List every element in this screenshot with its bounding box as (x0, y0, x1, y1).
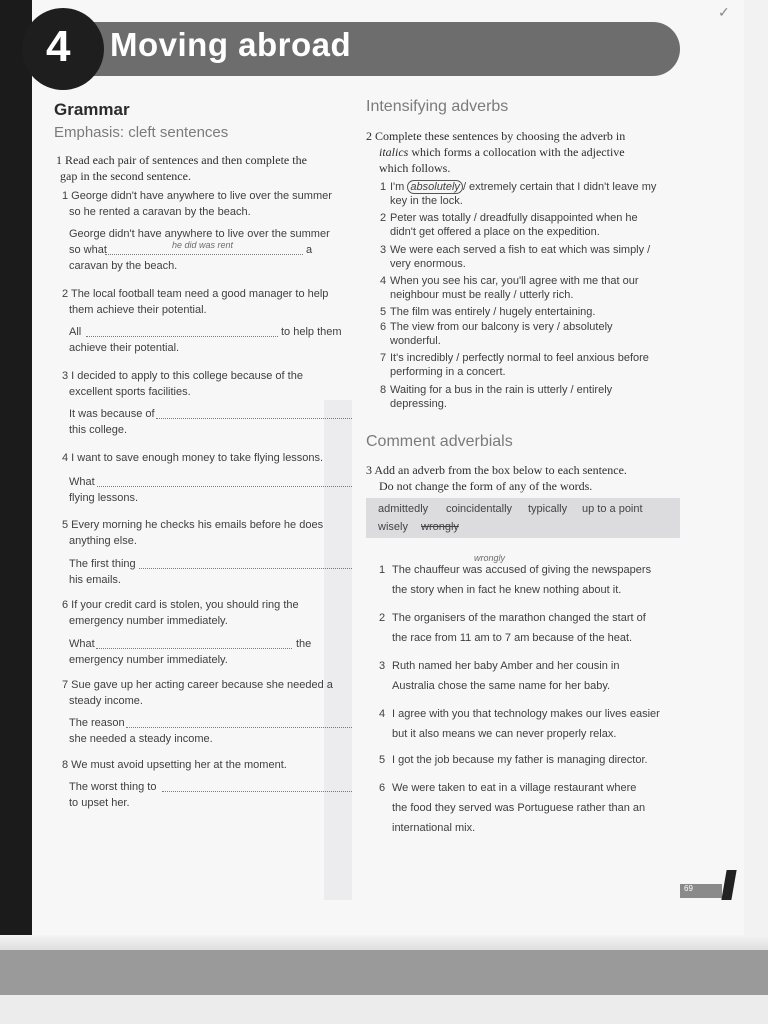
ex1-item2-answer-line1-end: to help them (281, 326, 342, 338)
box-word-admittedly: admittedly (378, 503, 429, 515)
ex2-item6-line2: wonderful. (390, 335, 441, 347)
ex1-item5-gap[interactable] (139, 568, 352, 569)
ex1-item6-answer-line1: What (69, 638, 95, 650)
ex1-item4-answer-line1: What (69, 476, 95, 488)
ex2-item2-line2: didn't get offered a place on the expedition. (390, 226, 600, 238)
ex1-item8-answer-line1: The worst thing to (69, 781, 157, 793)
ex1-item3-gap[interactable] (156, 418, 352, 419)
ex2-item4-text: When you see his car, you'll agree with me that our (390, 275, 639, 287)
ex1-item3-line2: excellent sports facilities. (69, 386, 191, 398)
ex3-item4-line2: but it also means we can never properly relax. (392, 728, 617, 740)
ex2-item7 (380, 351, 690, 379)
exercise-3-instruction-line2: Do not change the form of any of the words. (379, 479, 593, 493)
ex2-item6-number: 6 (380, 321, 387, 333)
ex1-item4-line1: 4 I want to save enough money to take flying lessons. (62, 452, 324, 464)
ex3-item6-line2: the food they served was Portuguese rather than an (392, 802, 646, 814)
comment-adverbials-heading: Comment adverbials (366, 433, 513, 450)
ex1-item6-gap[interactable] (96, 648, 292, 649)
ex3-item1-handwritten-answer: wrongly (474, 553, 506, 563)
ex1-item2-gap[interactable] (86, 336, 278, 337)
ex3-item1-number: 1 (379, 564, 386, 576)
ex3-item4 (392, 704, 682, 744)
box-word-wrongly-crossed: wrongly (421, 521, 459, 533)
ex1-item7-answer-line2: she needed a steady income. (69, 733, 213, 745)
ex2-item3 (380, 243, 690, 271)
ex1-item1-gap[interactable] (105, 254, 303, 255)
ex1-item1-line1: 1 George didn't have anywhere to live over the summer (62, 190, 332, 202)
ex1-item1-answer-line2-end: a (306, 244, 313, 256)
ex1-item5-answer-line1: The first thing (69, 558, 136, 570)
ex2-item8 (380, 383, 690, 411)
ex3-item1-line1: The chauffeur was accused of giving the newspapers (392, 564, 652, 576)
ex1-item6-answer-line1-end: the (296, 638, 312, 650)
exercise-2-instruction-line2-rest: which forms a collocation with the adjective (408, 145, 625, 159)
ex1-item8-answer-line2: to upset her. (69, 797, 130, 809)
ex1-item3-answer-line2: this college. (69, 424, 128, 436)
ex2-item5 (380, 305, 690, 319)
ex1-item4-gap[interactable] (97, 486, 352, 487)
unit-title: Moving abroad (110, 26, 352, 63)
ex1-item7-line1: 7 Sue gave up her acting career because she needed a (62, 679, 333, 691)
page-number-tab (680, 884, 722, 898)
ex2-item5-number: 5 (380, 306, 387, 318)
ex2-item1-number: 1 (380, 181, 387, 193)
ex1-item7-line2: steady income. (69, 695, 143, 707)
ex3-item5 (392, 750, 682, 770)
ex3-item6-line3: international mix. (392, 822, 476, 834)
ex2-item8-line2: depressing. (390, 398, 447, 410)
ex2-item7-text: It's incredibly / perfectly normal to feel anxious before (390, 352, 649, 364)
ex3-item5-line1: I got the job because my father is managing director. (392, 754, 648, 766)
ex1-item6-line1: 6 If your credit card is stolen, you should ring the (62, 599, 299, 611)
ex1-item7-answer-line1: The reason (69, 717, 125, 729)
ex1-item2-answer-line1: All (69, 326, 82, 338)
ex3-item2-line1: The organisers of the marathon changed the start of (392, 612, 646, 624)
ex1-item6-line2: emergency number immediately. (69, 615, 228, 627)
ex2-item8-text: Waiting for a bus in the rain is utterly / entirely (390, 384, 613, 396)
exercise-3-instruction-line1: 3 Add an adverb from the box below to each sentence. (366, 463, 627, 477)
ex3-item4-number: 4 (379, 708, 386, 720)
ex2-item2 (380, 211, 690, 239)
ex3-item3-line2: Australia chose the same name for her baby. (392, 680, 611, 692)
ex2-item1-circled-answer[interactable]: absolutely (407, 180, 463, 194)
ex3-item3-number: 3 (379, 660, 386, 672)
ex2-item3-number: 3 (380, 244, 387, 256)
exercise-1-instruction-line2: gap in the second sentence. (60, 169, 191, 183)
page-number: 69 (684, 884, 693, 893)
italics-word: italics (379, 145, 409, 159)
ex2-item5-text: The film was entirely / hugely entertaining. (390, 306, 596, 318)
ex3-item2-number: 2 (379, 612, 386, 624)
ex1-item1-answer-line2: so what (69, 244, 107, 256)
ex1-item7-gap[interactable] (126, 727, 352, 728)
ex2-item4 (380, 274, 690, 302)
ex3-item3 (392, 656, 682, 696)
book-spine (0, 0, 34, 1024)
unit-number: 4 (46, 22, 71, 71)
ex2-item6-text: The view from our balcony is very / absolutely (390, 321, 613, 333)
ex1-item6-answer-line2: emergency number immediately. (69, 654, 228, 666)
ex1-item1-answer-line3: caravan by the beach. (69, 260, 178, 272)
ex3-item1 (392, 560, 682, 600)
ex2-item7-number: 7 (380, 352, 387, 364)
exercise-2-instruction-line2 (379, 144, 625, 160)
intensifying-adverbs-heading: Intensifying adverbs (366, 98, 509, 115)
ex2-item3-text: We were each served a fish to eat which was simply / (390, 244, 651, 256)
ex1-item1-line2: so he rented a caravan by the beach. (69, 206, 251, 218)
ex1-item5-answer-line2: his emails. (69, 574, 121, 586)
ex2-item3-line2: very enormous. (390, 258, 466, 270)
ex2-item4-line2: neighbour must be really / utterly rich. (390, 289, 574, 301)
ex3-item3-line1: Ruth named her baby Amber and her cousin in (392, 660, 620, 672)
box-word-typically: typically (528, 503, 568, 515)
box-word-coincidentally: coincidentally (446, 503, 513, 515)
ex1-item3-line1: 3 I decided to apply to this college because of the (62, 370, 303, 382)
ex1-item3-answer-line1: It was because of (69, 408, 155, 420)
ex2-item7-line2: performing in a concert. (390, 366, 506, 378)
ex1-item8-line1: 8 We must avoid upsetting her at the moment. (62, 759, 287, 771)
ex2-item8-number: 8 (380, 384, 387, 396)
ex2-item2-text: Peter was totally / dreadfully disappointed when he (390, 212, 638, 224)
grammar-heading: Grammar (54, 100, 130, 119)
ex3-item2 (392, 608, 682, 648)
ex3-item6-number: 6 (379, 782, 386, 794)
ex1-item2-answer-line2: achieve their potential. (69, 342, 180, 354)
ex2-item1-pre: I'm (390, 181, 408, 193)
ex1-item8-gap[interactable] (162, 791, 352, 792)
ex1-item4-answer-line2: flying lessons. (69, 492, 139, 504)
ex2-item1-line2: key in the lock. (390, 195, 463, 207)
box-word-wisely: wisely (378, 521, 408, 533)
ex2-item6 (380, 320, 690, 348)
exercise-2-instruction-line3: which follows. (379, 161, 451, 175)
ex3-item4-line1: I agree with you that technology makes our lives easier (392, 708, 660, 720)
ex2-item1 (380, 180, 690, 208)
adverb-word-box (366, 498, 680, 538)
ex2-item1-text: / extremely certain that I didn't leave my (462, 181, 657, 193)
ex3-item6-line1: We were taken to eat in a village restaurant where (392, 782, 637, 794)
ex3-item5-number: 5 (379, 754, 386, 766)
page-corner-mark: ✓ (718, 4, 730, 20)
ex3-item2-line2: the race from 11 am to 7 am because of the heat. (392, 632, 633, 644)
ex1-item2-line1: 2 The local football team need a good manager to help (62, 288, 329, 300)
ex3-item1-line2: the story when in fact he knew nothing about it. (392, 584, 622, 596)
ex1-item1-handwritten-answer: he did was rent (172, 240, 234, 250)
column-shade (324, 400, 352, 900)
ex1-item2-line2: them achieve their potential. (69, 304, 207, 316)
ex2-item4-number: 4 (380, 275, 387, 287)
exercise-2-instruction-line1: 2 Complete these sentences by choosing the adverb in (366, 129, 626, 143)
ex1-item1-answer-line1: George didn't have anywhere to live over the summer (69, 228, 330, 240)
ex2-item2-number: 2 (380, 212, 387, 224)
scanner-bed (0, 995, 768, 1024)
ex1-item5-line2: anything else. (69, 535, 137, 547)
ex3-item6 (392, 778, 682, 838)
grammar-subtitle: Emphasis: cleft sentences (54, 124, 229, 141)
ex1-item5-line1: 5 Every morning he checks his emails before he does (62, 519, 324, 531)
exercise-1-instruction-line1: 1 Read each pair of sentences and then complete the (56, 153, 307, 167)
box-word-up-to-a-point: up to a point (582, 503, 643, 515)
